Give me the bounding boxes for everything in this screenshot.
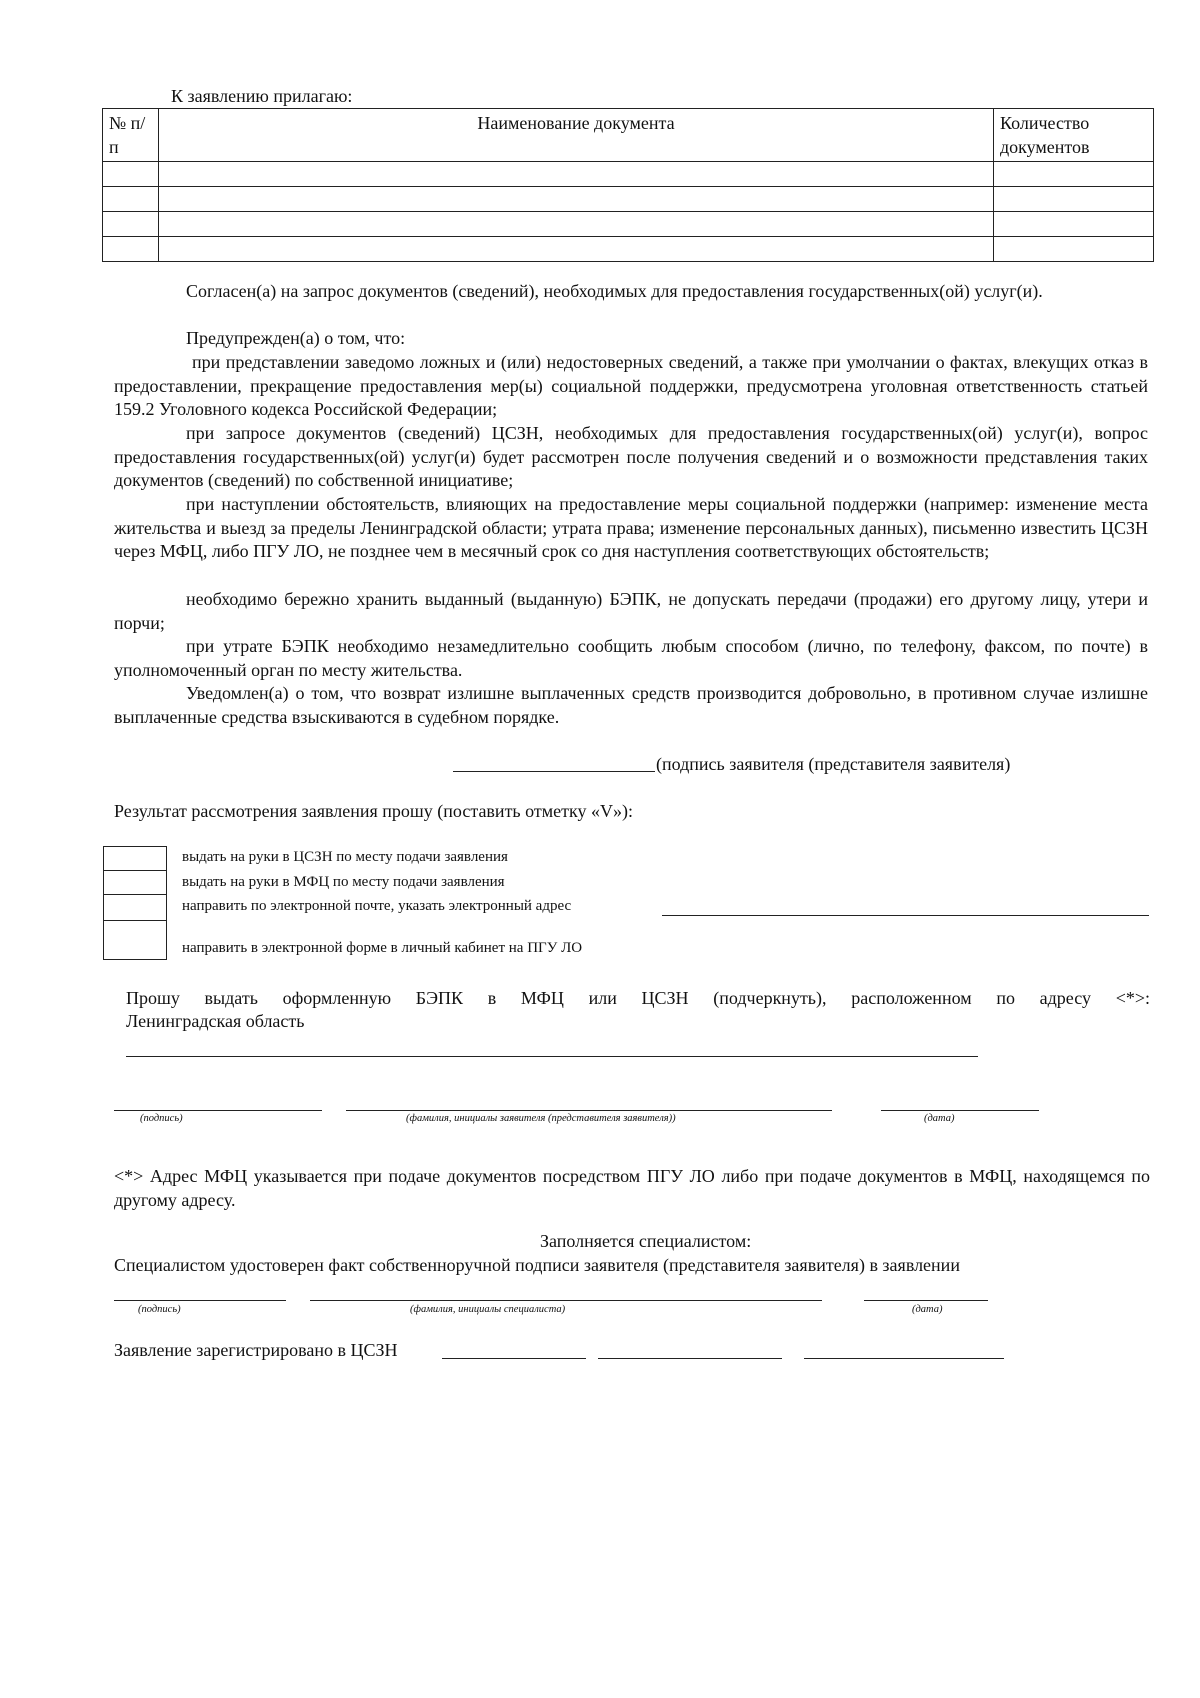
applicant-signature-line[interactable] (453, 771, 655, 772)
notified-refund: Уведомлен(а) о том, что возврат излишне выплаченных средств производится добровольно, в противном случае излишне выплаченные средства взыскиваются в судебном порядке. (114, 683, 1148, 727)
option-label-pgu: направить в электронной форме в личный кабинет на ПГУ ЛО (182, 940, 583, 956)
warning-document-request: при запросе документов (сведений) ЦСЗН, необходимых для предоставления государственных(ой) услуг(и), вопрос предоставления государственных(ой) услуг(и) будет рассмотрен после получения сведений и о возможности представления таких документов (сведений) по собственной инициативе; (114, 423, 1148, 491)
header-doc-name: Наименование документа (159, 109, 994, 162)
attachments-intro: К заявлению прилагаю: (171, 86, 353, 106)
attachments-table (102, 108, 1154, 262)
option-checkbox-pgu[interactable] (103, 920, 167, 960)
issue-region: Ленинградская область (126, 1011, 305, 1031)
specialist-sign-line[interactable] (114, 1300, 286, 1301)
table-row[interactable] (103, 212, 1154, 237)
option-label-email: направить по электронной почте, указать электронный адрес (182, 898, 572, 914)
header-num: № п/п (103, 109, 159, 162)
warning-card-loss: при утрате БЭПК необходимо незамедлительно сообщить любым способом (лично, по телефону, факсом, по почте) в уполномоченный орган по месту жительства. (114, 636, 1148, 680)
specialist-sign-caption: (подпись) (138, 1304, 181, 1315)
registration-line-3[interactable] (804, 1358, 1004, 1359)
warning-circumstances: при наступлении обстоятельств, влияющих на предоставление меры социальной поддержки (например: изменение места жительства и выезд за пределы Ленинградской области; утрата права; изменение персональных данных), письменно известить ЦСЗН через МФЦ, либо ПГУ ЛО, не позднее чем в месячный срок со дня наступления соответствующих обстоятельств; (114, 494, 1148, 562)
specialist-date-line[interactable] (864, 1300, 988, 1301)
consent-warned: Предупрежден(а) о том, что: (186, 328, 406, 348)
footnote: <*> Адрес МФЦ указывается при подаче документов посредством ПГУ ЛО либо при подаче документов в МФЦ, находящемся по другому адресу. (114, 1166, 1150, 1210)
specialist-heading: Заполняется специалистом: (540, 1231, 752, 1251)
date-caption: (дата) (924, 1113, 955, 1124)
applicant-sign-line[interactable] (114, 1110, 322, 1111)
issue-address-line[interactable] (126, 1056, 978, 1057)
header-count: Количество документов (994, 109, 1154, 162)
specialist-name-line[interactable] (310, 1300, 822, 1301)
table-row[interactable] (103, 187, 1154, 212)
table-row[interactable] (103, 237, 1154, 262)
specialist-date-caption: (дата) (912, 1304, 943, 1315)
applicant-name-caption: (фамилия, инициалы заявителя (представителя заявителя)) (406, 1113, 676, 1124)
warning-false-info: при представлении заведомо ложных и (или) недостоверных сведений, а также при умолчании о фактах, влекущих отказ в предоставлении, прекращение предоставления мер(ы) социальной поддержки, предусмотрена уголовная ответственность статьей 159.2 Уголовного кодекса Российской Федерации; (114, 352, 1148, 420)
option-checkbox-cszn[interactable] (103, 846, 167, 872)
applicant-signature-label: (подпись заявителя (представителя заявителя) (656, 754, 1011, 774)
option-label-cszn: выдать на руки в ЦСЗН по месту подачи заявления (182, 849, 508, 865)
option-checkbox-email[interactable] (103, 894, 167, 922)
registration-line-1[interactable] (442, 1358, 586, 1359)
table-header-row (103, 109, 1154, 162)
option-label-mfc: выдать на руки в МФЦ по месту подачи заявления (182, 874, 505, 890)
applicant-name-line[interactable] (346, 1110, 832, 1111)
registration-line-2[interactable] (598, 1358, 782, 1359)
warning-card-storage: необходимо бережно хранить выданный (выданную) БЭПК, не допускать передачи (продажи) его другому лицу, утери и порчи; (114, 589, 1148, 633)
option-checkbox-mfc[interactable] (103, 870, 167, 896)
email-address-field[interactable] (662, 915, 1149, 916)
result-title: Результат рассмотрения заявления прошу (поставить отметку «V»): (114, 801, 634, 821)
issue-request-text: Прошу выдать оформленную БЭПК в МФЦ или ЦСЗН (подчеркнуть), расположенном по адресу <*>: (126, 988, 1150, 1008)
registered-label: Заявление зарегистрировано в ЦСЗН (114, 1340, 398, 1360)
specialist-name-caption: (фамилия, инициалы специалиста) (410, 1304, 566, 1315)
consent-agree: Согласен(а) на запрос документов (сведений), необходимых для предоставления государственных(ой) услуг(и). (186, 281, 1043, 301)
applicant-date-line[interactable] (881, 1110, 1039, 1111)
table-row[interactable] (103, 162, 1154, 187)
sign-caption: (подпись) (140, 1113, 183, 1124)
specialist-text: Специалистом удостоверен факт собственноручной подписи заявителя (представителя заявителя) в заявлении (114, 1255, 960, 1275)
